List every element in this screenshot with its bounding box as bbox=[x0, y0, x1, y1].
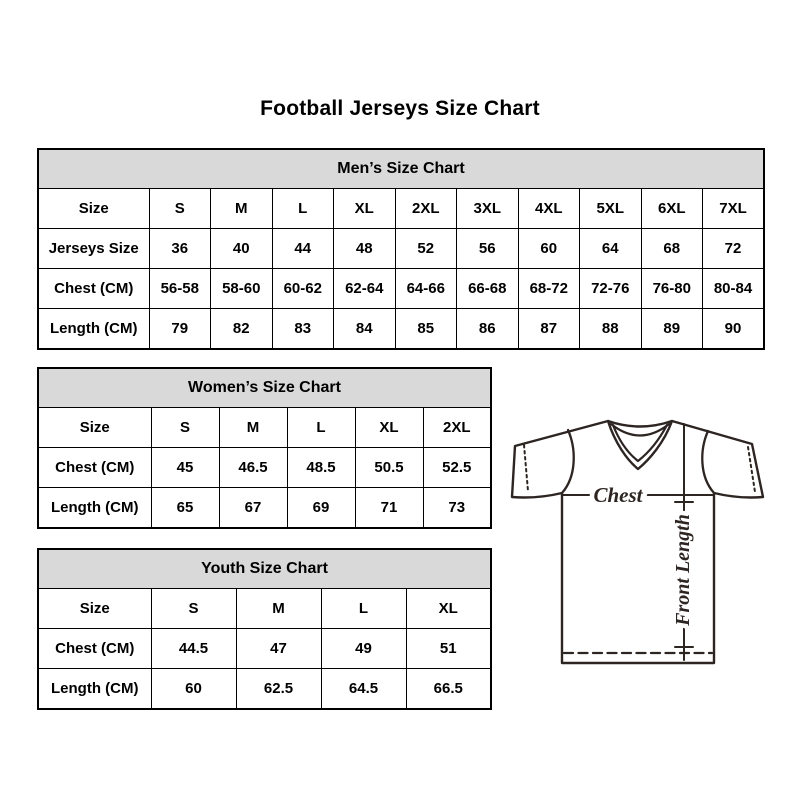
table-cell: 68 bbox=[641, 229, 703, 269]
table-cell: M bbox=[219, 408, 287, 448]
table-cell: 80-84 bbox=[703, 269, 765, 309]
table-cell: 49 bbox=[321, 629, 406, 669]
table-cell: 60-62 bbox=[272, 269, 334, 309]
table-cell: 58-60 bbox=[211, 269, 273, 309]
mens-size-table bbox=[37, 148, 765, 350]
table-cell: 71 bbox=[355, 488, 423, 529]
table-cell: S bbox=[151, 589, 236, 629]
table-cell: 64.5 bbox=[321, 669, 406, 710]
table-cell: 60 bbox=[151, 669, 236, 710]
page-title: Football Jerseys Size Chart bbox=[260, 97, 540, 120]
table-cell: 87 bbox=[518, 309, 580, 350]
youth-size-table bbox=[37, 548, 492, 710]
table-cell: 44.5 bbox=[151, 629, 236, 669]
womens-size-table bbox=[37, 367, 492, 529]
table-cell: 84 bbox=[334, 309, 396, 350]
table-cell: 86 bbox=[457, 309, 519, 350]
table-cell: 62.5 bbox=[236, 669, 321, 710]
cuff-stitch-left bbox=[524, 445, 528, 491]
table-title-row bbox=[38, 149, 764, 189]
table-cell: 76-80 bbox=[641, 269, 703, 309]
table-cell: 66-68 bbox=[457, 269, 519, 309]
table-cell: XL bbox=[406, 589, 491, 629]
table-cell: 5XL bbox=[580, 189, 642, 229]
table-cell: S bbox=[151, 408, 219, 448]
table-cell: 44 bbox=[272, 229, 334, 269]
jersey-diagram bbox=[505, 398, 775, 673]
front-length-measure-label: Front Length bbox=[672, 514, 694, 626]
table-cell: 40 bbox=[211, 229, 273, 269]
table-cell: 4XL bbox=[518, 189, 580, 229]
table-cell: 2XL bbox=[423, 408, 491, 448]
table-cell: 52.5 bbox=[423, 448, 491, 488]
table-row bbox=[38, 669, 491, 710]
table-cell: 45 bbox=[151, 448, 219, 488]
jersey-outline bbox=[512, 421, 763, 663]
row-label: Chest (CM) bbox=[38, 269, 149, 309]
table-cell: 2XL bbox=[395, 189, 457, 229]
table-cell: 36 bbox=[149, 229, 211, 269]
row-label: Chest (CM) bbox=[38, 629, 151, 669]
table-cell: 67 bbox=[219, 488, 287, 529]
table-cell: XL bbox=[355, 408, 423, 448]
table-cell: 82 bbox=[211, 309, 273, 350]
row-label: Length (CM) bbox=[38, 669, 151, 710]
table-cell: S bbox=[149, 189, 211, 229]
row-label: Length (CM) bbox=[38, 488, 151, 529]
table-row bbox=[38, 189, 764, 229]
row-label: Size bbox=[38, 189, 149, 229]
table-cell: 48.5 bbox=[287, 448, 355, 488]
table-cell: 46.5 bbox=[219, 448, 287, 488]
row-label: Size bbox=[38, 408, 151, 448]
table-cell: 79 bbox=[149, 309, 211, 350]
table-cell: 83 bbox=[272, 309, 334, 350]
table-cell: 72 bbox=[703, 229, 765, 269]
table-row bbox=[38, 408, 491, 448]
table-cell: 72-76 bbox=[580, 269, 642, 309]
table-cell: L bbox=[287, 408, 355, 448]
table-cell: 50.5 bbox=[355, 448, 423, 488]
table-title-row bbox=[38, 549, 491, 589]
table-cell: 48 bbox=[334, 229, 396, 269]
table-cell: 68-72 bbox=[518, 269, 580, 309]
table-cell: M bbox=[211, 189, 273, 229]
armhole-seam-right bbox=[702, 431, 714, 493]
table-row bbox=[38, 448, 491, 488]
table-row bbox=[38, 488, 491, 529]
table-row bbox=[38, 269, 764, 309]
table-cell: 62-64 bbox=[334, 269, 396, 309]
table-cell: 66.5 bbox=[406, 669, 491, 710]
table-cell: 65 bbox=[151, 488, 219, 529]
table-cell: 73 bbox=[423, 488, 491, 529]
armhole-seam-left bbox=[562, 430, 574, 493]
table-row bbox=[38, 629, 491, 669]
table-row bbox=[38, 309, 764, 350]
table-title-row bbox=[38, 368, 491, 408]
table-cell: 85 bbox=[395, 309, 457, 350]
table-row bbox=[38, 229, 764, 269]
table-cell: 6XL bbox=[641, 189, 703, 229]
table-cell: 89 bbox=[641, 309, 703, 350]
row-label: Chest (CM) bbox=[38, 448, 151, 488]
table-cell: 56-58 bbox=[149, 269, 211, 309]
table-cell: 56 bbox=[457, 229, 519, 269]
table-cell: 64-66 bbox=[395, 269, 457, 309]
table-cell: 60 bbox=[518, 229, 580, 269]
table-title: Men’s Size Chart bbox=[38, 149, 764, 189]
table-title: Youth Size Chart bbox=[38, 549, 491, 589]
table-cell: 64 bbox=[580, 229, 642, 269]
row-label: Size bbox=[38, 589, 151, 629]
chest-measure-label: Chest bbox=[593, 483, 643, 507]
table-cell: 7XL bbox=[703, 189, 765, 229]
table-cell: 3XL bbox=[457, 189, 519, 229]
table-row bbox=[38, 589, 491, 629]
table-cell: 47 bbox=[236, 629, 321, 669]
table-title: Women’s Size Chart bbox=[38, 368, 491, 408]
table-cell: L bbox=[321, 589, 406, 629]
row-label: Jerseys Size bbox=[38, 229, 149, 269]
table-cell: 69 bbox=[287, 488, 355, 529]
row-label: Length (CM) bbox=[38, 309, 149, 350]
table-cell: 90 bbox=[703, 309, 765, 350]
table-cell: XL bbox=[334, 189, 396, 229]
table-cell: 88 bbox=[580, 309, 642, 350]
table-cell: L bbox=[272, 189, 334, 229]
table-cell: 51 bbox=[406, 629, 491, 669]
table-cell: M bbox=[236, 589, 321, 629]
table-cell: 52 bbox=[395, 229, 457, 269]
